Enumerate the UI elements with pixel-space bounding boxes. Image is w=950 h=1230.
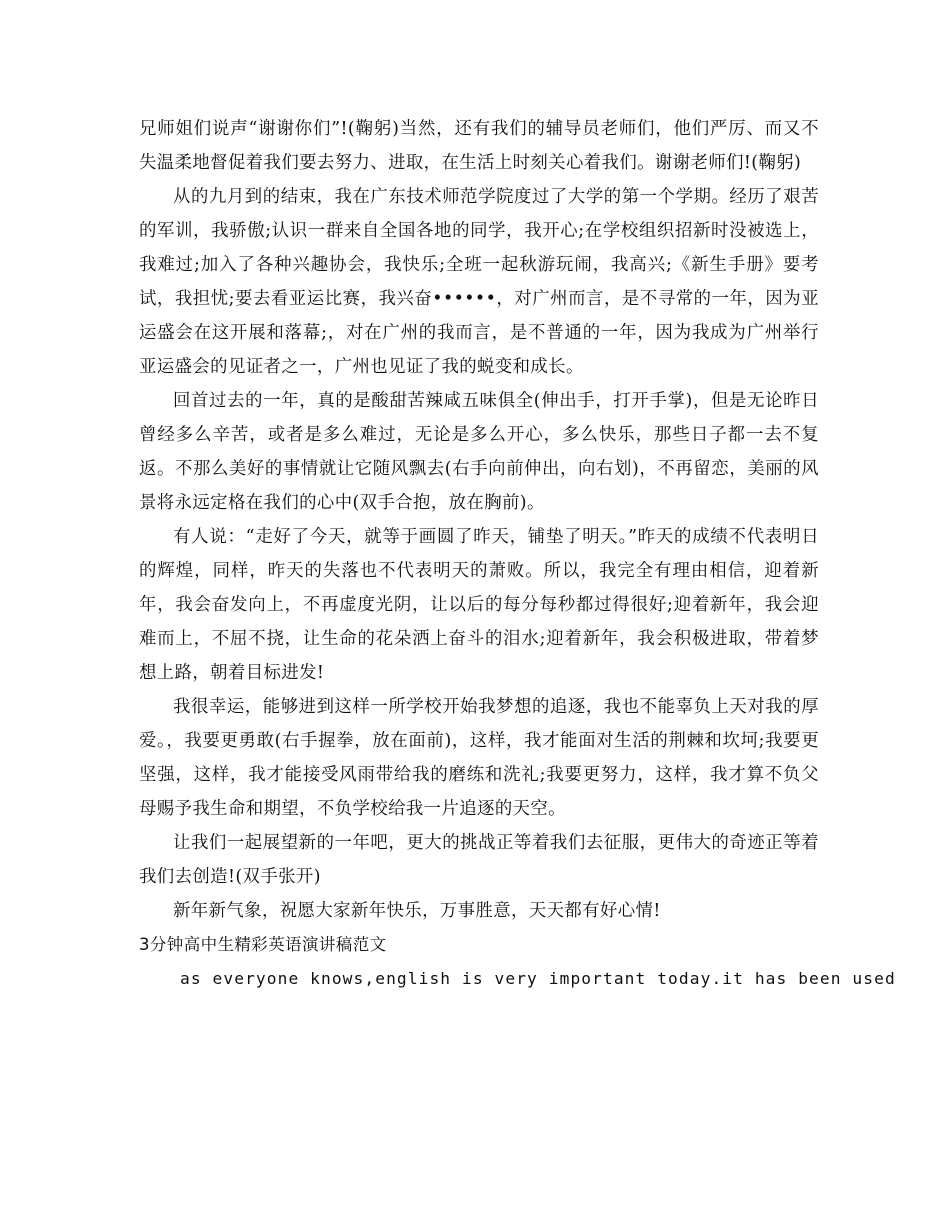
paragraph-wishes: 新年新气象，祝愿大家新年快乐，万事胜意，天天都有好心情!: [173, 901, 661, 921]
paragraph-semester: 从的九月到的结束，我在广东技术师范学院度过了大学的第一个学期。经历了艰苦的军训，我骄傲;认识一群来自全国各地的同学，我开心;在学校组织招新时没被选上，我难过;加入了各种兴趣协会，我快乐;全班一起秋游玩闹，我高兴;《新生手册》要考试，我担忧;要去看亚运比赛，我兴奋••••••，对广州而言，是不寻常的一年，因为亚运盛会在这开展和落幕;，对在广州的我而言，是不普通的一年，因为我成为广州举行亚运盛会的见证者之一，广州也见证了我的蜕变和成长。: [139, 187, 819, 377]
paragraph-fortunate: 我很幸运，能够进到这样一所学校开始我梦想的追逐，我也不能辜负上天对我的厚爱。，我要更勇敢(右手握拳，放在面前)，这样，我才能面对生活的荆棘和坎坷;我要更坚强，这样，我才能接受风雨带给我的磨练和洗礼;我要更努力，这样，我才算不负父母赐予我生命和期望，不负学校给我一片追逐的天空。: [139, 697, 819, 819]
paragraph-quote: 有人说：“走好了今天，就等于画圆了昨天，铺垫了明天。”昨天的成绩不代表明日的辉煌，同样，昨天的失落也不代表明天的萧败。所以，我完全有理由相信，迎着新年，我会奋发向上，不再虚度光阴，让以后的每分每秒都过得很好;迎着新年，我会迎难而上，不屈不挠，让生命的花朵洒上奋斗的泪水;迎着新年，我会积极进取，带着梦想上路，朝着目标进发!: [139, 527, 819, 683]
section-heading: 3分钟高中生精彩英语演讲稿范文: [139, 935, 387, 954]
english-paragraph-line: as everyone knows,english is very important today.it has been used: [180, 969, 896, 988]
document-page: [139, 112, 896, 996]
paragraph-new-year-outlook: 让我们一起展望新的一年吧，更大的挑战正等着我们去征服，更伟大的奇迹正等着我们去创造!(双手张开): [139, 833, 819, 887]
paragraph-looking-back: 回首过去的一年，真的是酸甜苦辣咸五味俱全(伸出手，打开手掌)，但是无论昨日曾经多么辛苦，或者是多么难过，无论是多么开心，多么快乐，那些日子都一去不复返。不那么美好的事情就让它随风飘去(右手向前伸出，向右划)，不再留恋，美丽的风景将永远定格在我们的心中(双手合抱，放在胸前)。: [139, 391, 819, 513]
paragraph-thanks: 兄师姐们说声“谢谢你们”!(鞠躬)当然，还有我们的辅导员老师们，他们严厉、而又不失温柔地督促着我们要去努力、进取，在生活上时刻关心着我们。谢谢老师们!(鞠躬): [139, 119, 819, 173]
